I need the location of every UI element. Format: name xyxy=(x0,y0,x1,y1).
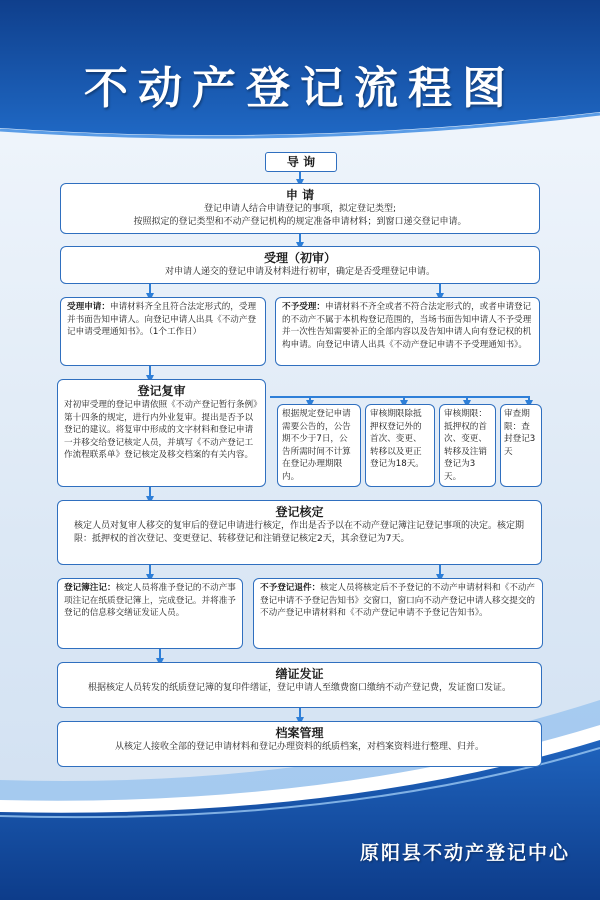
step-accept-title: 受理（初审） xyxy=(263,251,336,265)
step-refuse-label: 不予登记退件： xyxy=(260,583,321,593)
step-apply-line-2: 按照拟定的登记类型和不动产登记机构的规定准备申请材料；到窗口递交登记申请。 xyxy=(133,217,467,227)
step-verify-text: 核定人员对复审人移交的复审后的登记申请进行核定，作出是否予以在不动产登记簿注记登记事项的决定。核定期限：抵押权的首次登记、变更登记、转移登记和注销登记核定2天，其余登记为7天。 xyxy=(74,521,525,544)
step-archive xyxy=(57,721,542,767)
step-register xyxy=(57,578,243,649)
step-accepted xyxy=(60,297,266,366)
step-register-label: 登记簿注记： xyxy=(64,583,116,593)
step-accepted-text: 申请材料齐全且符合法定形式的，受理并书面告知申请人。向登记申请人出具《不动产登记申请受理通知书》。（1个工作日） xyxy=(67,302,257,337)
step-accept xyxy=(60,246,540,284)
period-seizure-review: 审查期限：查封登记3天 xyxy=(500,404,542,487)
step-review-text: 对初审受理的登记申请依照《不动产登记暂行条例》第十四条的规定，进行内外业复审。提出是否予以登记的建议。将复审中形成的文字材料和登记申请一并移交给登记核定人员，并填写《不动产登记工作流程联系单》登记核定及移交档案的有关内容。 xyxy=(64,400,258,460)
step-rejected-text: 申请材料不齐全或者不符合法定形式的，或者申请登记的不动产不属于本机构登记范围的，当场书面告知申请人不予受理并一次性告知需要补正的全部内容以及告知申请人向有登记权的机构申请。向登记申请人出具《不动产登记申请不予受理通知书》。 xyxy=(282,302,532,350)
step-accept-text: 对申请人递交的登记申请及材料进行初审，确定是否受理登记申请。 xyxy=(164,267,435,277)
period-general-review: 审核期限除抵押权登记外的首次、变更、转移以及更正登记为18天。 xyxy=(365,404,435,487)
step-apply-line-1: 登记申请人结合申请登记的事项，拟定登记类型; xyxy=(203,204,397,214)
poster-title: 不动产登记流程图 xyxy=(84,63,516,114)
step-rejected-label: 不予受理： xyxy=(282,302,325,312)
step-apply xyxy=(60,183,540,234)
step-issue xyxy=(57,662,542,708)
footer-organization: 原阳县不动产登记中心 xyxy=(359,842,570,864)
period-mortgage-review: 审核期限：抵押权的首次、变更、转移及注销登记为3天。 xyxy=(439,404,496,487)
step-archive-title: 档案管理 xyxy=(275,726,324,740)
step-issue-title: 缮证发证 xyxy=(275,667,324,681)
step-verify xyxy=(57,500,542,565)
step-issue-text: 根据核定人员转发的纸质登记簿的复印件缮证，登记申请人至缴费窗口缴纳不动产登记费，发证窗口发证。 xyxy=(87,683,511,693)
period-announcement: 根据规定登记申请需要公告的，公告期不少于7日，公告所需时间不计算在登记办理期限内。 xyxy=(277,404,361,487)
step-verify-title: 登记核定 xyxy=(275,505,324,519)
step-apply-title: 申 请 xyxy=(285,188,315,202)
step-review xyxy=(57,379,266,487)
step-consult xyxy=(265,152,337,172)
step-refuse xyxy=(253,578,543,649)
step-consult-title: 导 询 xyxy=(286,155,316,169)
step-register-text: 核定人员将准予登记的不动产事项注记在纸质登记簿上，完成登记。并将准予登记的信息移交缮证发证人员。 xyxy=(64,583,236,618)
step-review-title: 登记复审 xyxy=(137,384,186,398)
step-accepted-label: 受理申请： xyxy=(67,302,110,312)
step-rejected xyxy=(275,297,540,366)
step-archive-text: 从核定人接收全部的登记申请材料和登记办理资料的纸质档案，对档案资料进行整理、归并。 xyxy=(114,742,484,752)
step-refuse-text: 核定人员将核定后不予登记的不动产申请材料和《不动产登记申请不予登记告知书》交窗口，窗口向不动产登记申请人移交提交的不动产登记申请材料和《不动产登记申请不予登记告知书》。 xyxy=(260,583,536,618)
